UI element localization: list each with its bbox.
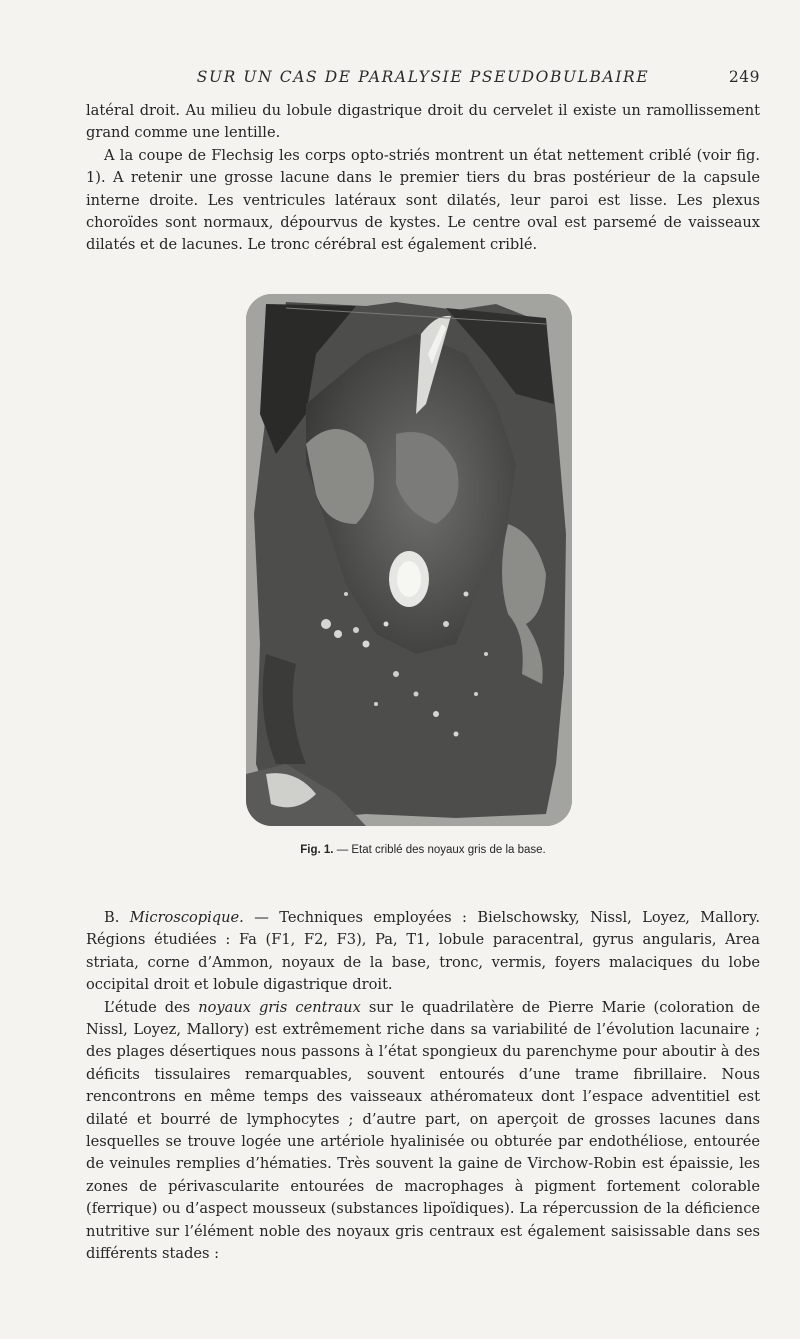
paragraph-noyaux-gris <box>86 997 760 1266</box>
paragraph-continuation: latéral droit. Au milieu du lobule digastrique droit du cervelet il existe un ramollissement grand comme une lentille. <box>86 102 760 142</box>
paragraph-body: sur le quadrilatère de Pierre Marie (coloration de Nissl, Loyez, Mallory) est extrêmement riche dans sa variabilité de l’évolution lacunaire ; des plages désertiques nous passons à l’état spongieux du parenchyme pour aboutir à des déficits tissulaires remarquables, souvent entourés d’une trame fibrillaire. Nous rencontrons en même temps des vaisseaux athéromateux dont l’espace adventitiel est dilaté et bourré de lymphocytes ; d’autre part, on aperçoit de grosses lacunes dans lesquelles se trouve logée une artériole hyalinisée ou obturée par endothéliose, entourée de veinules remplies d’hématies. Très souvent la gaine de Virchow-Robin est épaissie, les zones de périvascularite entourées de macrophages à pigment fortement colorable (ferrique) ou d’aspect mousseux (substances lipoïdiques). La répercussion de la déficience nutritive sur l’élément noble des noyaux gris centraux est également saisissable dans ses différents stades : <box>86 998 760 1263</box>
paragraph-microscopic-intro <box>86 907 760 997</box>
caption-text: Etat criblé des noyaux gris de la base. <box>351 844 546 856</box>
caption-separator: — <box>336 844 349 856</box>
figure-caption <box>86 844 760 856</box>
figure-brain-section-photo <box>246 294 572 826</box>
page-number: 249 <box>728 68 760 86</box>
figure-label: Fig. 1. <box>300 844 334 856</box>
brain-section-image <box>246 294 572 826</box>
paragraph-lead: L’étude des <box>104 998 191 1016</box>
bottom-text-block <box>86 907 760 1266</box>
running-header <box>86 68 760 90</box>
section-marker: B. <box>104 909 120 926</box>
paragraph-flechsig-cut: A la coupe de Flechsig les corps opto-striés montrent un état nettement criblé (voir fig. 1). A retenir une grosse lacune dans le premier tiers du bras postérieur de la capsule interne droite. Les ventricules latéraux sont dilatés, leur paroi est lisse. Les plexus choroïdes sont normaux, dépourvus de kystes. Le centre oval est parsemé de vaisseaux dilatés et de lacunes. Le tronc cérébral est également criblé. <box>86 146 760 254</box>
section-title: Microscopique. <box>129 909 244 926</box>
top-text-block <box>86 100 760 257</box>
running-title: SUR UN CAS DE PARALYSIE PSEUDOBULBAIRE <box>196 68 650 86</box>
paragraph-emphasis: noyaux gris centraux <box>198 998 361 1016</box>
section-intro-text: — Techniques employées : Bielschowsky, Nissl, Loyez, Mallory. Régions étudiées : Fa (F1, F2, F3), Pa, T1, lobule paracentral, gyrus angularis, Area striata, corne d’Ammon, noyaux de la base, tronc, vermis, foyers malaciques du lobe occipital droit et lobule digastrique droit. <box>86 909 760 994</box>
